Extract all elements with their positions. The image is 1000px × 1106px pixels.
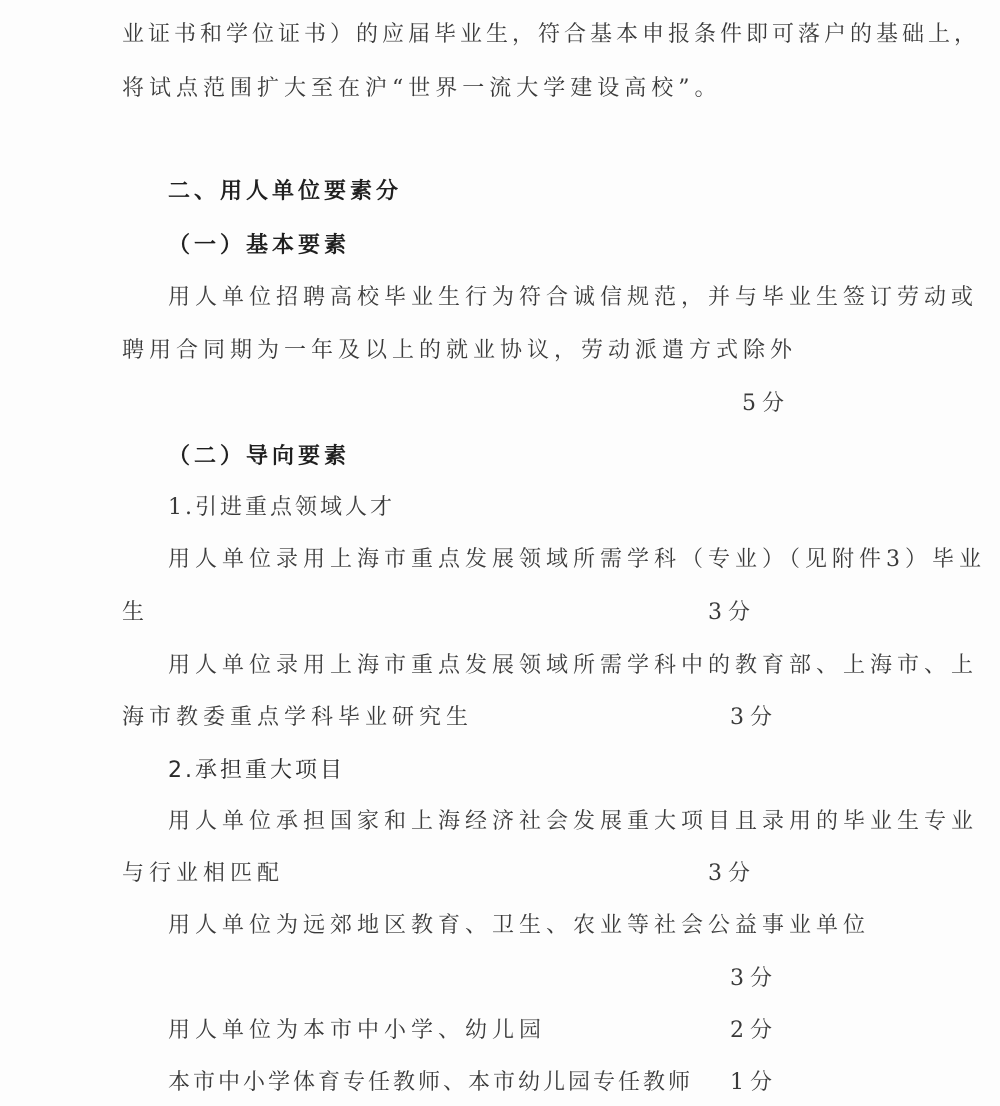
key-talent-item1-score: 3分 [708,600,756,625]
key-talent-item2-line-2: 海市教委重点学科毕业研究生 [122,705,474,730]
intro-line-1: 业证书和学位证书）的应届毕业生，符合基本申报条件即可落户的基础上， [122,22,981,47]
major-projects-item1-score: 3分 [708,861,756,886]
intro-line-2: 将试点范围扩大至在沪“世界一流大学建设高校”。 [122,76,722,101]
major-projects-item1-line-1: 用人单位承担国家和上海经济社会发展重大项目且录用的毕业生专业 [168,809,979,834]
major-projects-item1-line-2: 与行业相匹配 [122,861,285,886]
major-projects-item3-score: 2分 [730,1018,778,1043]
major-projects-item4-score: 1分 [730,1070,778,1095]
major-projects-item3-line-1: 用人单位为本市中小学、幼儿园 [168,1018,547,1043]
basic-score: 5分 [742,391,790,416]
key-talent-item1-line-1: 用人单位录用上海市重点发展领域所需学科（专业）（见附件3）毕业 [168,547,986,572]
item-heading-major-projects: 2.承担重大项目 [168,758,345,783]
item-heading-key-talent: 1.引进重点领域人才 [168,495,395,520]
major-projects-item2-score: 3分 [730,966,778,991]
subsection-heading-guide: （二）导向要素 [168,444,351,469]
section-heading: 二、用人单位要素分 [168,179,403,204]
key-talent-item2-line-1: 用人单位录用上海市重点发展领域所需学科中的教育部、上海市、上 [168,653,979,678]
key-talent-item1-line-2: 生 [122,600,150,625]
major-projects-item2-line-1: 用人单位为远郊地区教育、卫生、农业等社会公益事业单位 [168,913,871,938]
basic-line-2: 聘用合同期为一年及以上的就业协议，劳动派遣方式除外 [122,338,798,363]
subsection-heading-basic: （一）基本要素 [168,233,351,258]
key-talent-item2-score: 3分 [730,705,778,730]
basic-line-1: 用人单位招聘高校毕业生行为符合诚信规范，并与毕业生签订劳动或 [168,285,979,310]
major-projects-item4-line-1: 本市中小学体育专任教师、本市幼儿园专任教师 [168,1070,694,1095]
